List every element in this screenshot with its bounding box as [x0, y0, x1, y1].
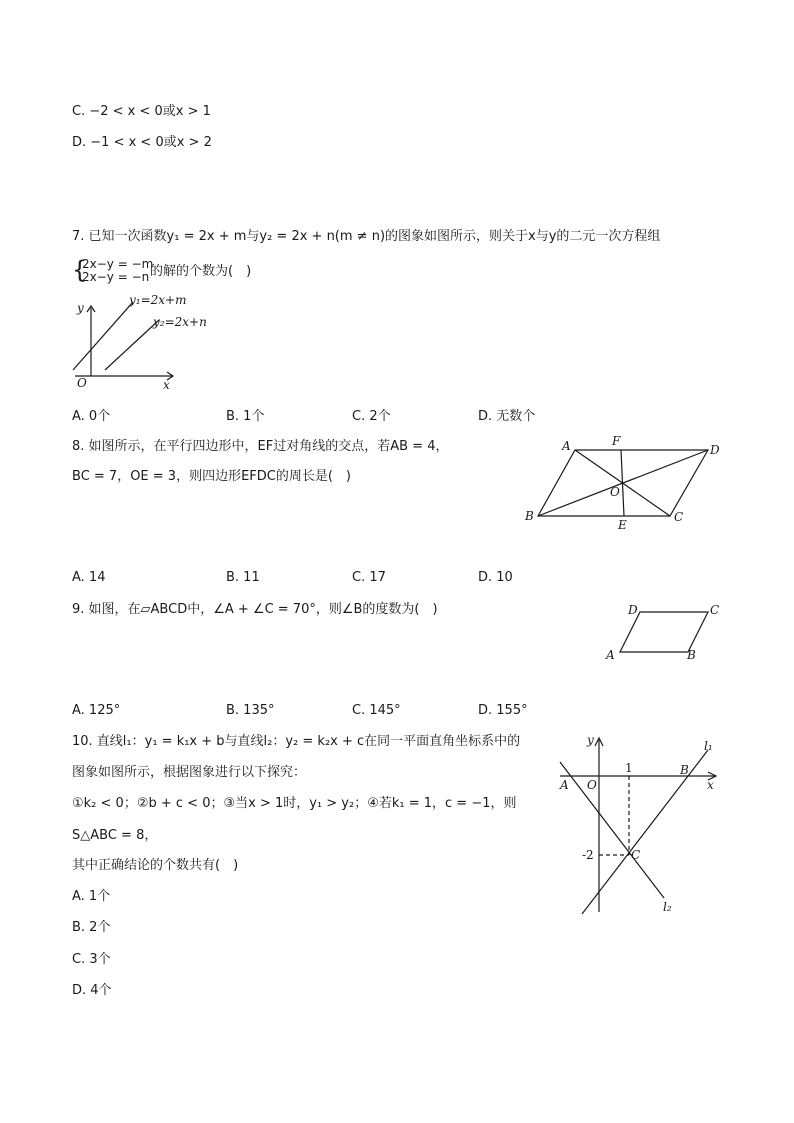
q9-label-b: B — [687, 648, 696, 662]
q10-stem-line3: ①k₂ < 0；②b + c < 0；③当x > 1时，y₁ > y₂；④若k₁ = 1，c = −1，则 — [72, 796, 517, 811]
q9-stem: 9. 如图，在▱ABCD中，∠A + ∠C = 70°，则∠B的度数为( ) — [72, 602, 438, 617]
q9-option-a: A. 125° — [72, 703, 121, 718]
q7-label-y1: y₁=2x+m — [129, 293, 187, 307]
q8-label-o: O — [610, 485, 620, 499]
q9-figure — [600, 598, 730, 664]
q9-label-d: D — [628, 603, 638, 617]
q7-system-line1: 2x−y = −m — [82, 257, 154, 271]
q7-label-y2: y₂=2x+n — [153, 315, 207, 329]
q10-figure — [550, 730, 730, 922]
q10-option-a: A. 1个 — [72, 889, 111, 904]
q10-stem-line1: 10. 直线l₁：y₁ = k₁x + b与直线l₂：y₂ = k₂x + c在同一平面直角坐标系中的 — [72, 734, 521, 749]
q9-option-b: B. 135° — [226, 703, 275, 718]
q9-label-c: C — [710, 603, 720, 617]
q10-label-y: y — [587, 733, 594, 747]
q7-option-b: B. 1个 — [226, 409, 265, 424]
q8-label-f: F — [612, 434, 621, 448]
q10-line-l2 — [560, 762, 664, 898]
q8-stem-line1: 8. 如图所示，在平行四边形中，EF过对角线的交点，若AB = 4， — [72, 439, 449, 454]
q7-option-d: D. 无数个 — [478, 409, 536, 424]
q10-label-one: 1 — [625, 761, 633, 775]
q8-label-c: C — [674, 510, 684, 524]
q10-label-l2: l₂ — [663, 900, 672, 914]
q8-option-c: C. 17 — [352, 570, 386, 585]
q10-option-c: C. 3个 — [72, 952, 111, 967]
q8-option-d: D. 10 — [478, 570, 513, 585]
q8-stem-line2: BC = 7，OE = 3，则四边形EFDC的周长是( ) — [72, 469, 351, 484]
q10-label-a: A — [560, 778, 569, 792]
q7-label-y: y — [77, 301, 84, 315]
q9-option-d: D. 155° — [478, 703, 528, 718]
q10-stem-line5: 其中正确结论的个数共有( ) — [72, 858, 239, 873]
q7-label-x: x — [163, 378, 170, 392]
q9-parallelogram — [620, 612, 708, 652]
q7-label-o: O — [77, 376, 87, 390]
q6-option-c: C. −2 < x < 0或x > 1 — [72, 104, 211, 119]
q7-option-a: A. 0个 — [72, 409, 111, 424]
q8-label-e: E — [618, 518, 627, 532]
q7-line-y2 — [105, 320, 159, 370]
q10-label-c: C — [631, 848, 641, 862]
q7-stem-end: 的解的个数为( ) — [150, 264, 252, 279]
q10-option-d: D. 4个 — [72, 983, 112, 998]
q8-label-a: A — [562, 439, 571, 453]
q8-label-b: B — [525, 509, 534, 523]
q7-system-brace: { — [72, 256, 88, 284]
q7-system-line2: 2x−y = −n — [82, 270, 150, 284]
q10-stem-line4: S△ABC = 8， — [72, 828, 158, 843]
q7-option-c: C. 2个 — [352, 409, 391, 424]
q6-option-d: D. −1 < x < 0或x > 2 — [72, 135, 212, 150]
q8-label-d: D — [710, 443, 720, 457]
q8-option-b: B. 11 — [226, 570, 260, 585]
q10-option-b: B. 2个 — [72, 920, 111, 935]
q8-figure — [520, 432, 730, 532]
q10-line-l1 — [582, 750, 708, 914]
q7-figure — [65, 290, 215, 395]
q10-label-x: x — [707, 778, 714, 792]
q10-label-neg-two: -2 — [582, 848, 594, 862]
q10-label-l1: l₁ — [704, 739, 713, 753]
q9-option-c: C. 145° — [352, 703, 401, 718]
q7-stem: 7. 已知一次函数y₁ = 2x + m与y₂ = 2x + n(m ≠ n)的图象如图所示，则关于x与y的二元一次方程组 — [72, 229, 661, 244]
q9-label-a: A — [606, 648, 615, 662]
q8-option-a: A. 14 — [72, 570, 106, 585]
q10-label-b: B — [680, 763, 689, 777]
q10-stem-line2: 图象如图所示，根据图象进行以下探究： — [72, 765, 307, 780]
q10-label-o: O — [587, 778, 597, 792]
